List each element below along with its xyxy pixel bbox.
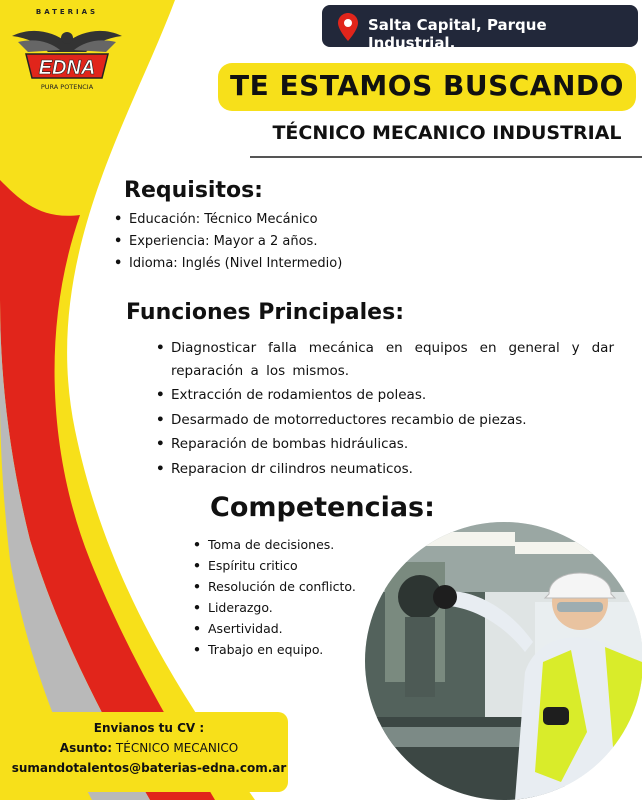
headline-text: TE ESTAMOS BUSCANDO [230, 69, 624, 102]
list-item: • Educación: Técnico Mecánico [114, 210, 414, 232]
list-item: • Resolución de conflicto. [193, 577, 393, 598]
list-item: • Trabajo en equipo. [193, 640, 393, 661]
logo-wordmark: EDNA [38, 57, 96, 79]
list-item: • Espíritu critico [193, 556, 393, 577]
requirements-list [114, 210, 414, 276]
technician-photo [365, 522, 642, 800]
headline-banner [218, 63, 636, 111]
position-title: TÉCNICO MECANICO INDUSTRIAL [272, 122, 622, 144]
brand-logo [8, 8, 126, 96]
eagle-logo-icon [8, 18, 126, 88]
location-badge [322, 5, 638, 52]
functions-list [156, 337, 614, 482]
map-pin-icon [338, 13, 358, 41]
brand-top-text: BATERIAS [35, 8, 99, 16]
list-item: • Reparacion dr cilindros neumaticos. [156, 458, 614, 481]
cv-subject-label: Asunto: [59, 741, 113, 755]
competencies-list [193, 535, 393, 661]
brand-tagline: PURA POTENCIA [40, 83, 94, 91]
cv-subject [10, 741, 288, 755]
competencies-heading: Competencias: [210, 492, 435, 523]
cv-contact-box [10, 712, 288, 792]
list-item: • Experiencia: Mayor a 2 años. [114, 232, 414, 254]
list-item: • Asertividad. [193, 619, 393, 640]
location-text: Salta Capital, Parque Industrial. [368, 16, 547, 52]
position-underline [250, 156, 642, 158]
list-item: • Diagnosticar falla mecánica en equipos en general y dar reparación a los mismos. [156, 337, 614, 382]
cv-title: Envianos tu CV : [93, 721, 205, 735]
list-item: • Desarmado de motorreductores recambio de piezas. [156, 409, 614, 432]
requirements-heading: Requisitos: [124, 178, 263, 203]
list-item: • Extracción de rodamientos de poleas. [156, 384, 614, 407]
list-item: • Idioma: Inglés (Nivel Intermedio) [114, 254, 414, 276]
list-item: • Reparación de bombas hidráulicas. [156, 433, 614, 456]
cv-email[interactable]: sumandotalentos@baterias-edna.com.ar [11, 761, 287, 775]
cv-subject-value: TÉCNICO MECANICO [115, 741, 239, 755]
list-item: • Toma de decisiones. [193, 535, 393, 556]
list-item: • Liderazgo. [193, 598, 393, 619]
functions-heading: Funciones Principales: [126, 300, 404, 325]
